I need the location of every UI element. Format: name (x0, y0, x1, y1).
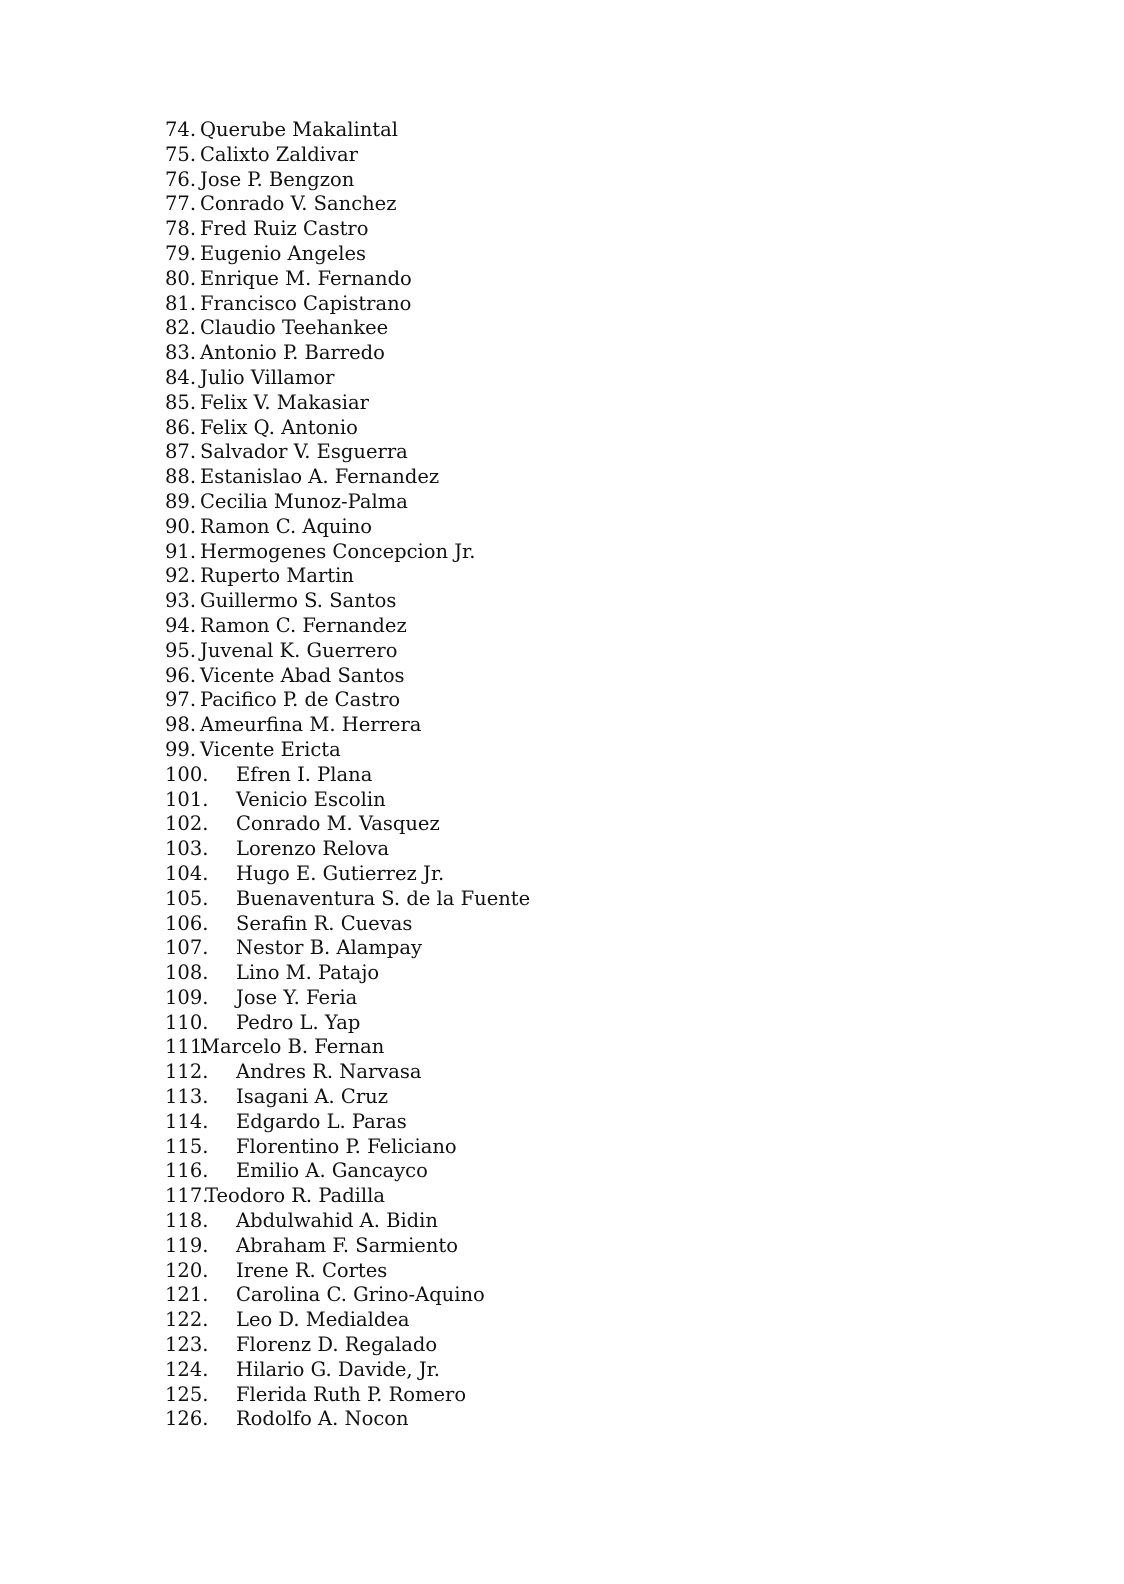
list-item-name: Flerida Ruth P. Romero (236, 1382, 467, 1406)
list-item-number: 102. (165, 812, 209, 836)
list-item-number: 87. (165, 440, 197, 464)
list-item-name: Rodolfo A. Nocon (236, 1407, 409, 1431)
list-item-number: 105. (165, 886, 209, 910)
list-item-number: 116. (165, 1159, 209, 1183)
list-item-name: Fred Ruiz Castro (200, 217, 369, 241)
list-item-name: Florentino P. Feliciano (236, 1134, 457, 1158)
list-item-name: Buenaventura S. de la Fuente (236, 886, 531, 910)
list-item-name: Vicente Ericta (200, 737, 341, 761)
list-item-number: 88. (165, 465, 197, 489)
list-item-name: Hermogenes Concepcion Jr. (200, 539, 476, 563)
list-item-name: Florenz D. Regalado (236, 1333, 438, 1357)
list-item-number: 106. (165, 911, 209, 935)
list-item-number: 117. (165, 1184, 209, 1208)
list-item-name: Eugenio Angeles (200, 241, 366, 265)
list-item-name: Serafin R. Cuevas (236, 911, 413, 935)
list-item-number: 101. (165, 787, 209, 811)
list-item-number: 86. (165, 415, 197, 439)
list-item-number: 112. (165, 1060, 209, 1084)
list-item-name: Juvenal K. Guerrero (200, 638, 398, 662)
list-item-name: Jose P. Bengzon (200, 167, 355, 191)
list-item-name: Venicio Escolin (236, 787, 386, 811)
list-item-name: Estanislao A. Fernandez (200, 465, 440, 489)
list-item-number: 108. (165, 961, 209, 985)
list-item-name: Teodoro R. Padilla (205, 1184, 386, 1208)
list-item-name: Edgardo L. Paras (236, 1109, 407, 1133)
list-item-number: 83. (165, 341, 197, 365)
list-item-name: Antonio P. Barredo (200, 341, 385, 365)
list-item-name: Hilario G. Davide, Jr. (236, 1357, 441, 1381)
list-item-number: 80. (165, 266, 197, 290)
list-item-number: 76. (165, 167, 197, 191)
list-item-number: 93. (165, 589, 197, 613)
list-item-name: Conrado V. Sanchez (200, 192, 397, 216)
list-item-name: Ameurfina M. Herrera (200, 713, 422, 737)
list-item-number: 96. (165, 663, 197, 687)
list-item-number: 119. (165, 1233, 209, 1257)
list-item-number: 74. (165, 118, 197, 141)
list-item-number: 109. (165, 985, 209, 1009)
list-item-name: Felix V. Makasiar (200, 390, 369, 414)
list-item-name: Jose Y. Feria (236, 985, 358, 1009)
list-item-name: Marcelo B. Fernan (200, 1035, 385, 1059)
list-item-number: 78. (165, 217, 197, 241)
list-item-name: Lino M. Patajo (236, 961, 380, 985)
list-item-number: 94. (165, 613, 197, 637)
list-item-name: Pacifico P. de Castro (200, 688, 401, 712)
list-item-number: 122. (165, 1308, 209, 1332)
list-item-name: Leo D. Medialdea (236, 1308, 410, 1332)
list-item-name: Hugo E. Gutierrez Jr. (236, 861, 445, 885)
list-item-number: 97. (165, 688, 197, 712)
list-item-name: Julio Villamor (200, 365, 335, 389)
list-item-name: Salvador V. Esguerra (200, 440, 408, 464)
list-item-name: Ramon C. Fernandez (200, 613, 407, 637)
list-item-name: Enrique M. Fernando (200, 266, 412, 290)
list-item-number: 107. (165, 936, 209, 960)
list-item-name: Nestor B. Alampay (236, 936, 422, 960)
list-item-number: 113. (165, 1085, 209, 1109)
list-item-number: 124. (165, 1357, 209, 1381)
list-item-number: 95. (165, 638, 197, 662)
list-item-name: Emilio A. Gancayco (236, 1159, 428, 1183)
list-item-number: 81. (165, 291, 197, 315)
list-item-name: Carolina C. Grino-Aquino (236, 1283, 485, 1307)
list-item-number: 89. (165, 489, 197, 513)
list-item-number: 91. (165, 539, 197, 563)
list-item-name: Ruperto Martin (200, 564, 354, 588)
list-item-number: 114. (165, 1109, 209, 1133)
list-item-number: 115. (165, 1134, 209, 1158)
list-item-name: Claudio Teehankee (200, 316, 389, 340)
list-item-name: Efren I. Plana (236, 762, 373, 786)
list-item-name: Querube Makalintal (200, 118, 398, 141)
list-item-name: Irene R. Cortes (236, 1258, 388, 1282)
list-item-name: Abdulwahid A. Bidin (236, 1209, 438, 1233)
list-item-name: Pedro L. Yap (236, 1010, 361, 1034)
list-item-number: 126. (165, 1407, 209, 1431)
list-item-number: 125. (165, 1382, 209, 1406)
list-item-number: 111. (165, 1035, 209, 1059)
list-item-name: Isagani A. Cruz (236, 1085, 388, 1109)
list-item-number: 110. (165, 1010, 209, 1034)
list-item-number: 104. (165, 861, 209, 885)
list-item-number: 121. (165, 1283, 209, 1307)
list-item-name: Cecilia Munoz-Palma (200, 489, 408, 513)
list-item-number: 99. (165, 737, 197, 761)
list-item-name: Calixto Zaldivar (200, 142, 358, 166)
list-item-number: 123. (165, 1333, 209, 1357)
list-item-name: Felix Q. Antonio (200, 415, 358, 439)
list-item-number: 75. (165, 142, 197, 166)
list-item-number: 98. (165, 713, 197, 737)
list-item-name: Guillermo S. Santos (200, 589, 397, 613)
list-item-number: 82. (165, 316, 197, 340)
list-item-name: Lorenzo Relova (236, 837, 390, 861)
list-item-number: 103. (165, 837, 209, 861)
list-item-name: Abraham F. Sarmiento (236, 1233, 458, 1257)
list-item-name: Vicente Abad Santos (200, 663, 405, 687)
list-item-name: Francisco Capistrano (200, 291, 412, 315)
list-item-name: Ramon C. Aquino (200, 514, 373, 538)
list-item-number: 100. (165, 762, 209, 786)
list-item-number: 79. (165, 241, 197, 265)
list-item-number: 118. (165, 1209, 209, 1233)
list-item-number: 92. (165, 564, 197, 588)
list-item-number: 85. (165, 390, 197, 414)
list-item-name: Andres R. Narvasa (236, 1060, 422, 1084)
list-item-number: 90. (165, 514, 197, 538)
list-item-name: Conrado M. Vasquez (236, 812, 440, 836)
list-item-number: 120. (165, 1258, 209, 1282)
list-item-number: 77. (165, 192, 197, 216)
list-item-number: 84. (165, 365, 197, 389)
